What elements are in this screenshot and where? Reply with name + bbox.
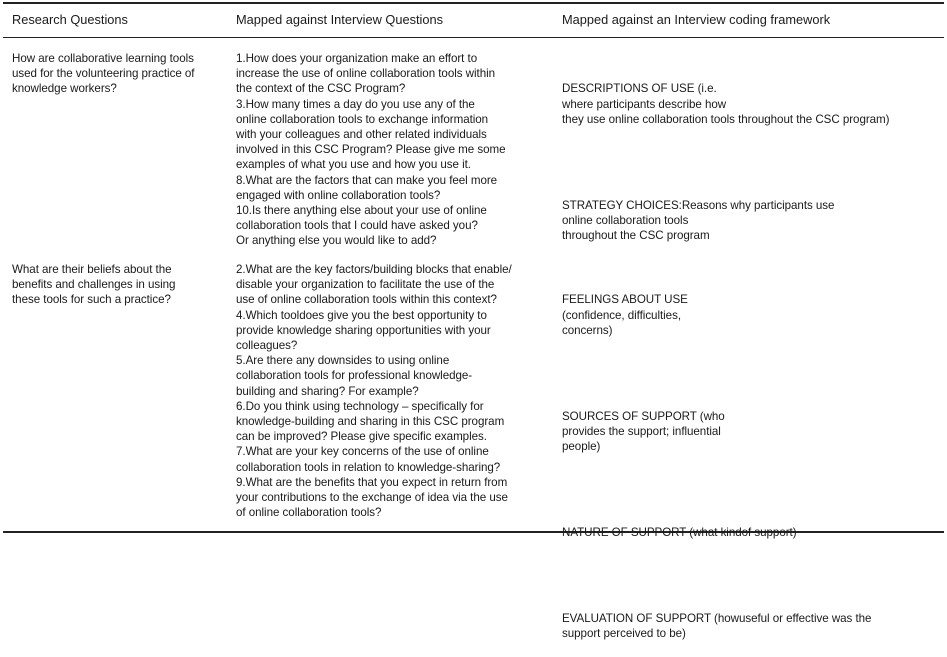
header-interview-questions: Mapped against Interview Questions [236,12,443,27]
row2-code-feelings-about-use: FEELINGS ABOUT USE (confidence, difficulties, concerns) [562,293,688,337]
row1-code-descriptions-of-use: DESCRIPTIONS OF USE (i.e. where participants describe how they use online collaboration tools throughout the CSC program) [562,82,890,126]
row2-interview-questions: 2.What are the key factors/building blocks that enable/ disable your organization to facilitate the use of the use of online collaboration tools within this context? 4.Which tooldoes give you the best opportunity to provide knowledge sharing opportunities with your colleagues? 5.Are there any downsides to using online collaboration tools for professional knowledge- building and sharing? For example? 6.Do you think using technology – specifically for knowledge-building and sharing in this CSC program can be improved? Please give specific examples. 7.What are your key concerns of the use of online collaboration tools in relation to knowledge-sharing? 9.What are the benefits that you expect in return from your contributions to the exchange of idea via the use of online collaboration tools? [236,263,512,520]
row1-research-question: How are collaborative learning tools used for the volunteering practice of knowledge workers? [12,52,195,96]
row2-coding-framework [562,262,871,657]
row1-code-strategy-choices: STRATEGY CHOICES:Reasons why participants use online collaboration tools throughout the CSC program [562,198,835,243]
row2-code-evaluation-of-support: EVALUATION OF SUPPORT (howuseful or effective was the support perceived to be) [562,612,872,641]
row2-research-question: What are their beliefs about the benefits and challenges in using these tools for such a practice? [12,263,176,307]
row2-code-nature-of-support: NATURE OF SUPPORT (what kindof support) [562,526,797,540]
row1-interview-questions: 1.How does your organization make an effort to increase the use of online collaboration tools within the context of the CSC Program? 3.How many times a day do you use any of the online collaboration tools to exchange information with your colleagues and other related individuals involved in this CSC Program? Please give me some examples of what you use and how you use it. 8.What are the factors that can make you feel more engaged with online collaboration tools? 10.Is there anything else about your use of online collaboration tools that I could have asked you? Or anything else you would like to add? [236,52,506,248]
row2-code-sources-of-support: SOURCES OF SUPPORT (who provides the support; influential people) [562,409,725,454]
row1-coding-framework [562,51,889,259]
header-research-questions: Research Questions [12,12,128,27]
header-divider-rule [3,37,944,38]
table-top-rule [3,2,944,4]
header-coding-framework: Mapped against an Interview coding framework [562,12,831,27]
